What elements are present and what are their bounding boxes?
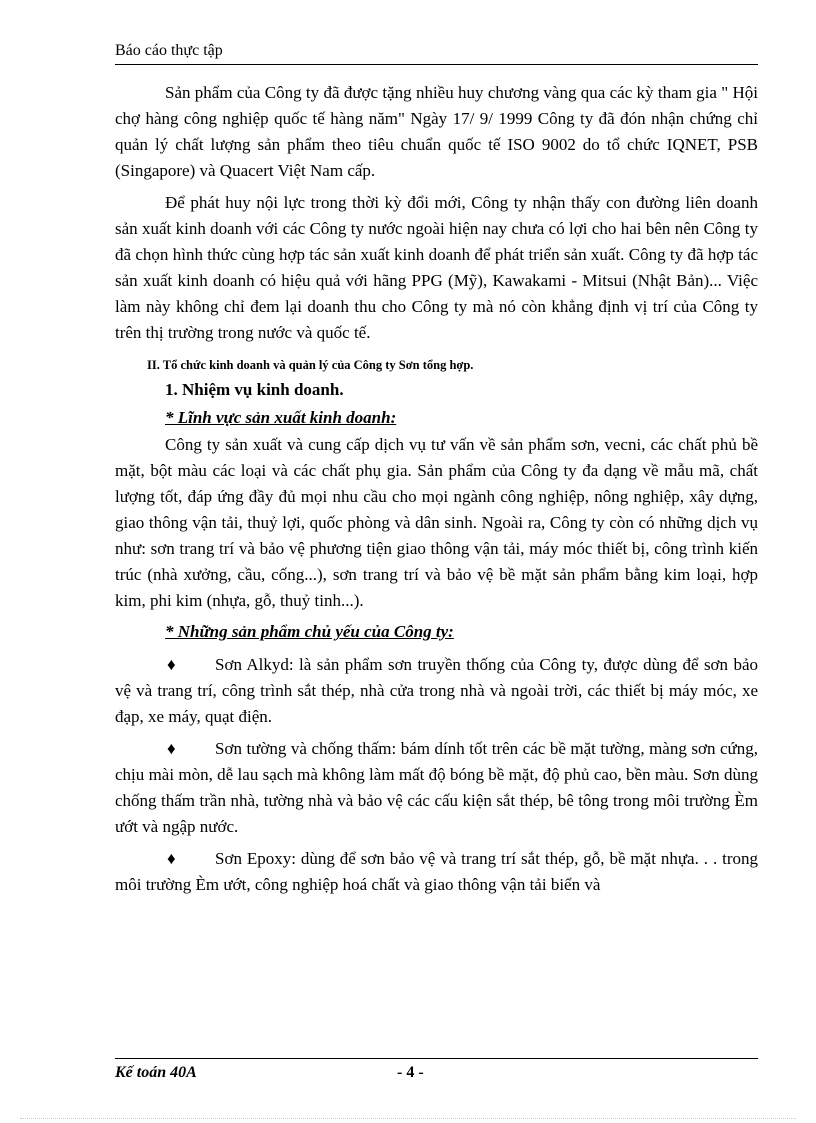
topic-business-field: * Lĩnh vực sản xuất kinh doanh: (165, 408, 397, 427)
paragraph-awards: Sản phẩm của Công ty đã được tặng nhiều huy chương vàng qua các kỳ tham gia " Hội chợ hàng công nghiệp quốc tế hàng năm" Ngày 17/ 9/ 1999 Công ty đã đón nhận chứng chỉ quản lý chất lượng sản phẩm theo tiêu chuẩn quốc tế ISO 9002 do tổ chức IQNET, PSB (Singapore) và Quacert Việt Nam cấp. (115, 83, 758, 180)
diamond-bullet-icon: ♦ (167, 739, 176, 758)
paragraph-business-field: Công ty sản xuất và cung cấp dịch vụ tư vấn về sản phẩm sơn, vecni, các chất phủ bề mặt, bột màu các loại và các chất phụ gia. Sản phẩm của Công ty đa dạng về mẫu mã, chất lượng tốt, đáp ứng đầy đủ mọi nhu cầu cho mọi ngành công nghiệp, nông nghiệp, xây dựng, giao thông vận tải, thuỷ lợi, quốc phòng và dân sinh. Ngoài ra, Công ty còn có những dịch vụ như: sơn trang trí và bảo vệ phương tiện giao thông vận tải, máy móc thiết bị, công trình kiến trúc (nhà xưởng, cầu, cống...), sơn trang trí và bảo vệ bề mặt sản phẩm bằng kim loại, hợp kim, phi kim (nhựa, gỗ, thuỷ tinh...). (115, 435, 758, 610)
header-title: Báo cáo thực tập (115, 42, 223, 59)
page-content (115, 80, 758, 898)
page-footer (115, 1058, 758, 1085)
product-item (115, 846, 758, 898)
product-text: Sơn Epoxy: dùng để sơn bảo vệ và trang trí sắt thép, gỗ, bề mặt nhựa. . . trong môi trường Èm ướt, công nghiệp hoá chất và giao thông vận tải biển và (115, 849, 758, 894)
page-header (115, 40, 758, 65)
page-number: - 4 - (397, 1064, 424, 1081)
product-item (115, 652, 758, 730)
footer-class-label: Kế toán 40A (115, 1064, 197, 1081)
topic-main-products: * Những sản phẩm chủ yếu của Công ty: (165, 622, 454, 641)
page-bottom-border (20, 1118, 796, 1119)
diamond-bullet-icon: ♦ (167, 849, 176, 868)
product-text: Sơn Alkyd: là sản phẩm sơn truyền thống của Công ty, được dùng để sơn bảo vệ và trang trí, công trình sắt thép, nhà cửa trong nhà và ngoài trời, các thiết bị máy móc, xe đạp, xe máy, quạt điện. (115, 655, 758, 726)
diamond-bullet-icon: ♦ (167, 655, 176, 674)
section-heading: II. Tổ chức kinh doanh và quản lý của Công ty Sơn tổng hợp. (147, 358, 474, 372)
product-text: Sơn tường và chống thấm: bám dính tốt trên các bề mặt tường, màng sơn cứng, chịu mài mòn, dễ lau sạch mà không làm mất độ bóng bề mặt, độ phủ cao, bền màu. Sơn dùng chống thấm trần nhà, tường nhà và bảo vệ các cấu kiện sắt thép, bê tông trong môi trường Èm ướt và ngập nước. (115, 739, 758, 836)
subsection-heading: 1. Nhiệm vụ kinh doanh. (165, 380, 344, 399)
paragraph-cooperation: Để phát huy nội lực trong thời kỳ đổi mới, Công ty nhận thấy con đường liên doanh sản xuất kinh doanh với các Công ty nước ngoài hiện nay chưa có lợi cho hai bên nên Công ty đã chọn hình thức cùng hợp tác sản xuất kinh doanh để phát triển sản xuất. Công ty đã hợp tác sản xuất kinh doanh có hiệu quả với hãng PPG (Mỹ), Kawakami - Mitsui (Nhật Bản)... Việc làm này không chỉ đem lại doanh thu cho Công ty mà nó còn khẳng định vị trí của Công ty trên thị trường trong nước và quốc tế. (115, 193, 758, 342)
product-item (115, 736, 758, 840)
